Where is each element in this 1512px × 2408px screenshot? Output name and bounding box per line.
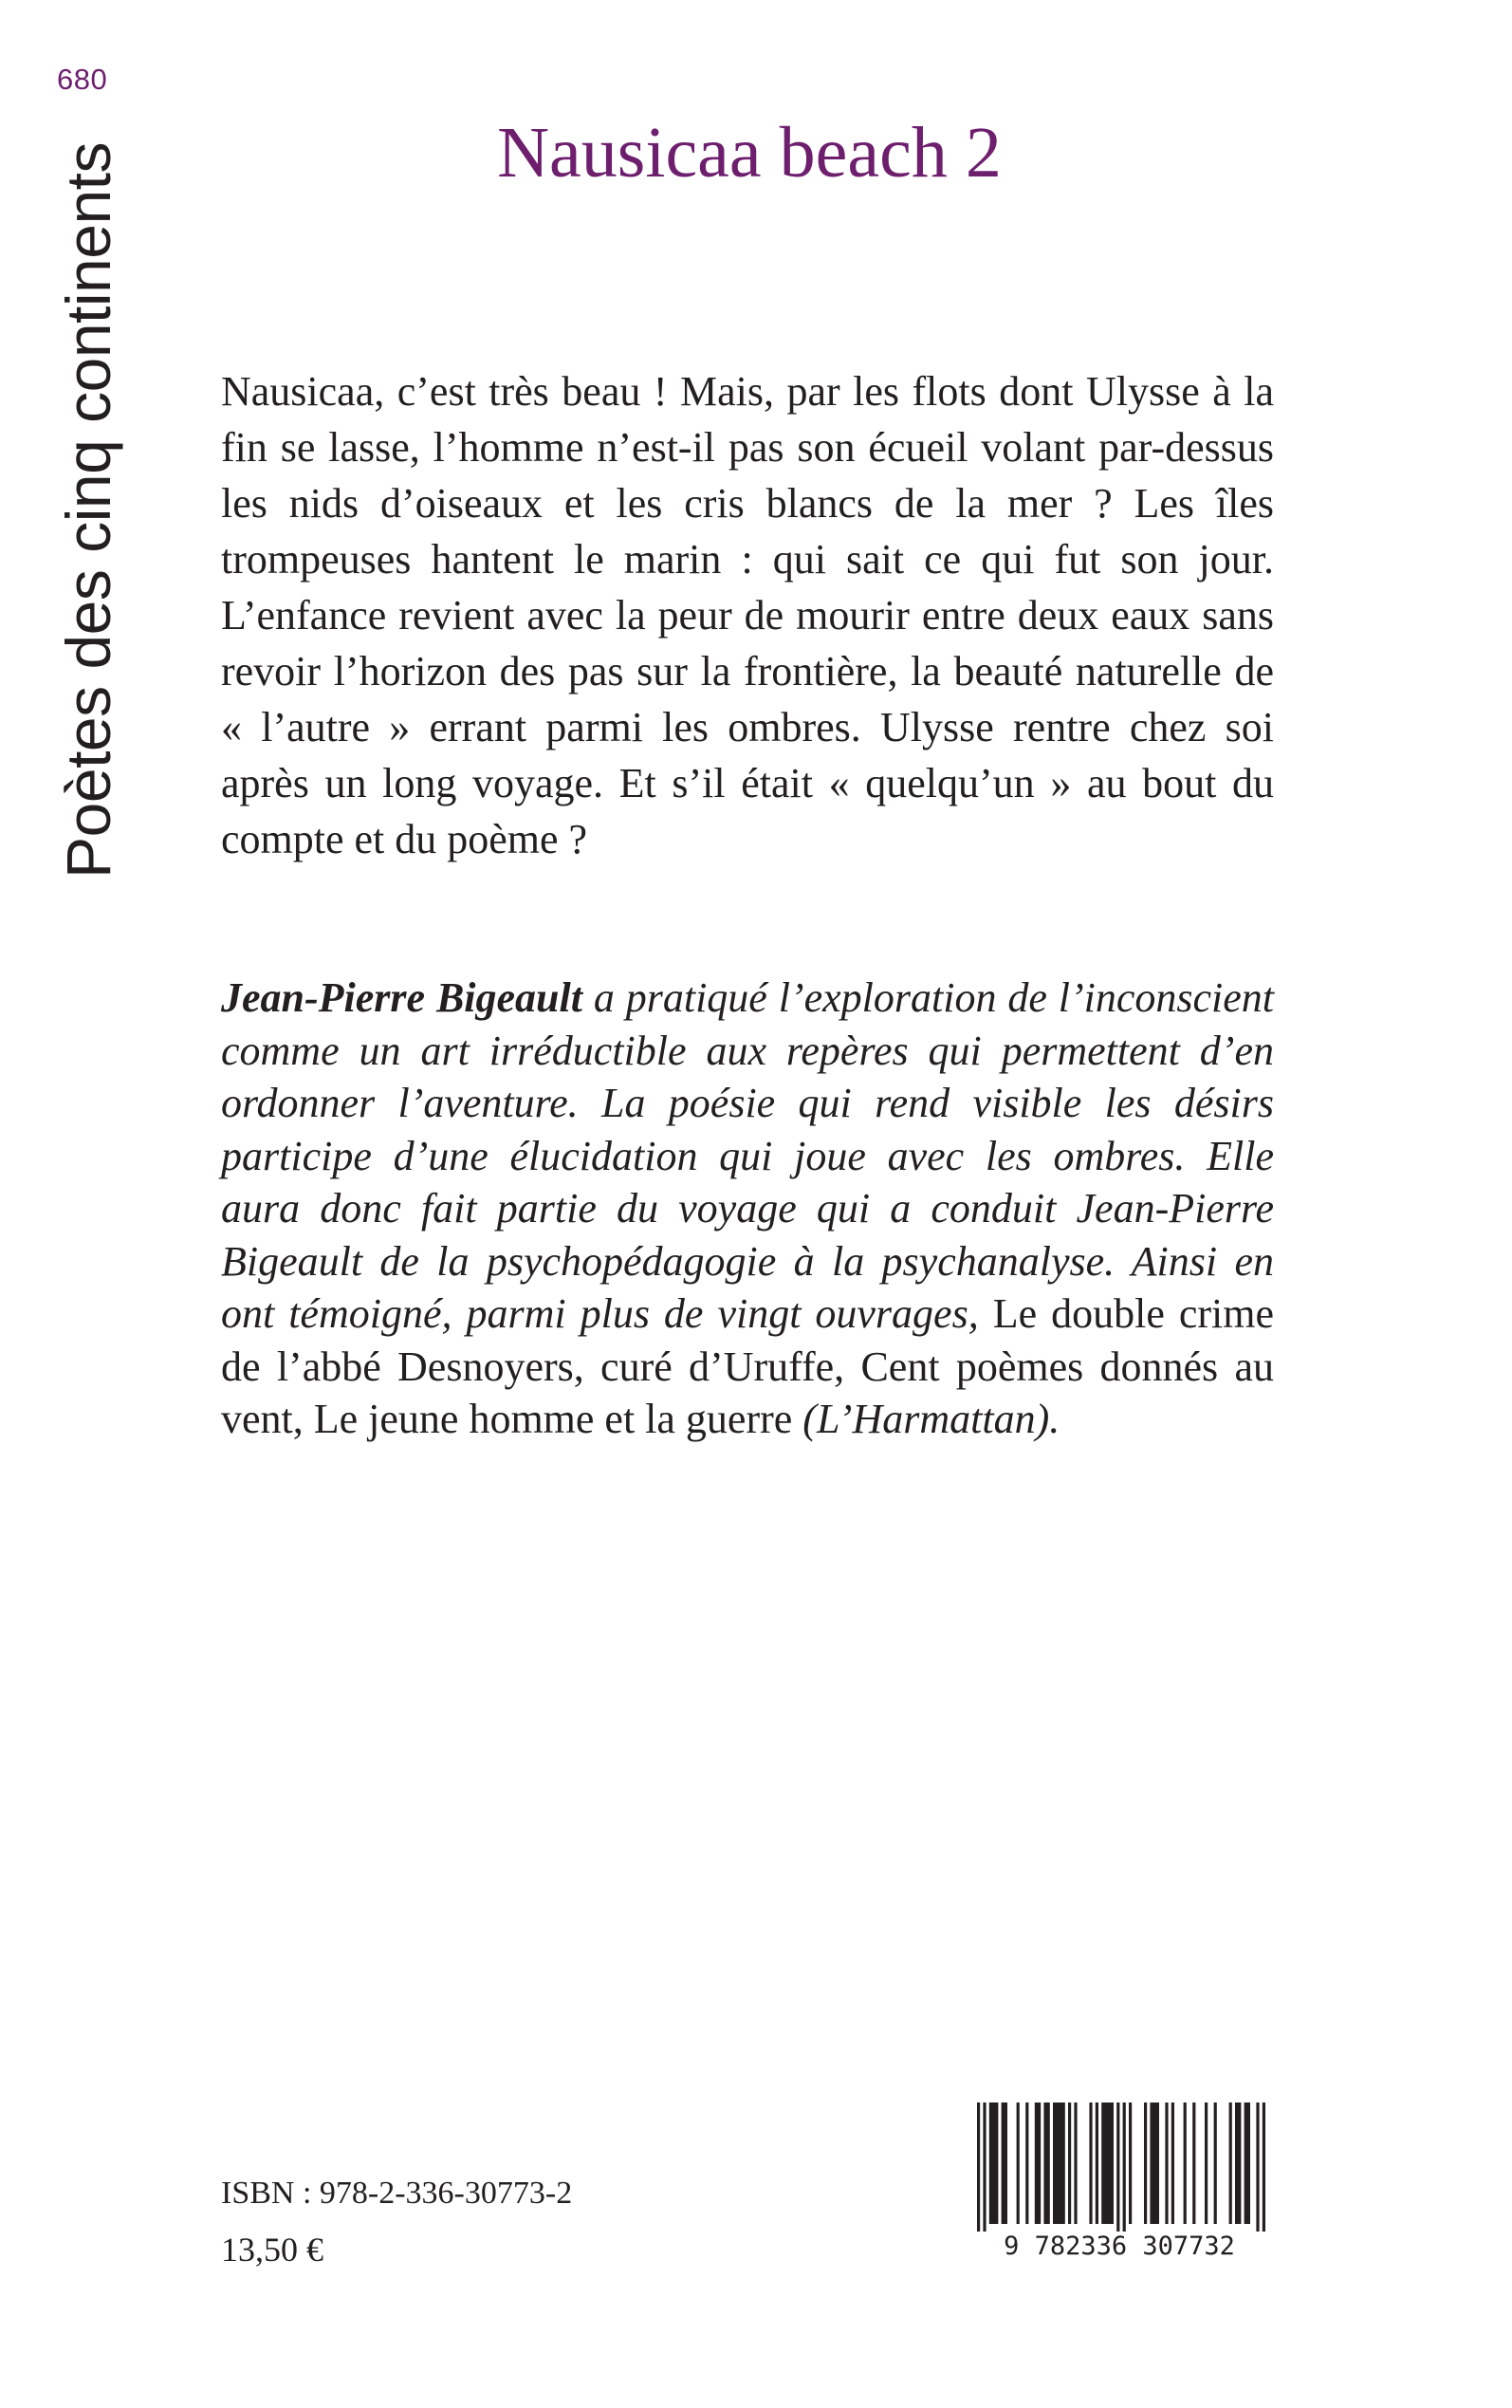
book-title: Nausicaa beach 2: [497, 113, 1002, 193]
barcode-bar: [1165, 2102, 1168, 2224]
barcode-bar: [1229, 2102, 1232, 2224]
barcode-bar: [1235, 2102, 1241, 2224]
barcode-bar: [1205, 2102, 1208, 2224]
barcode-bar: [1053, 2102, 1065, 2224]
barcode-bar: [1035, 2102, 1041, 2224]
author-name: Jean-Pierre Bigeault: [221, 974, 582, 1021]
author-bio: [221, 972, 1274, 1446]
barcode-bar: [1096, 2102, 1098, 2224]
bio-publisher: (L’Harmattan).: [802, 1396, 1060, 1442]
barcode-digits: 9 782336 307732: [1004, 2232, 1235, 2261]
barcode-bar: [1144, 2102, 1147, 2224]
barcode-bar: [1074, 2102, 1077, 2224]
series-name-container: [46, 142, 131, 920]
barcode-bar: [1017, 2102, 1020, 2224]
barcode-bar: [1123, 2102, 1126, 2232]
barcode-bar: [1263, 2102, 1265, 2232]
barcode-bar: [1025, 2102, 1028, 2224]
barcode-bar: [1129, 2102, 1132, 2224]
barcode-bar: [1002, 2102, 1007, 2224]
barcode-bar: [1101, 2102, 1114, 2224]
barcode-bar: [1150, 2102, 1159, 2224]
barcode-bar: [1171, 2102, 1174, 2224]
barcode-bar: [983, 2102, 986, 2232]
barcode: [958, 2101, 1281, 2262]
bio-works: Le double crime de l’abbé Desnoyers, curé d’Uruffe, Cent poèmes donnés au vent, Le jeune homme et la guerre: [221, 1290, 1274, 1442]
series-number: 680: [57, 63, 108, 96]
barcode-bar: [1068, 2102, 1071, 2224]
barcode-bar: [1116, 2102, 1119, 2232]
barcode-bar: [1214, 2102, 1217, 2224]
barcode-bar: [977, 2102, 980, 2232]
series-name: Poètes des cinq continents: [53, 142, 123, 879]
bio-text: a pratiqué l’exploration de l’inconscient comme un art irréductible aux repères qui permettent d’en ordonner l’aventure. La poésie qui rend visible les désirs participe d’une élucidation qui joue avec les ombres. Elle aura donc fait partie du voyage qui a conduit Jean-Pierre Bigeault de la psychopédagogie à la psychanalyse. Ainsi en ont témoigné, parmi plus de vingt ouvrages,: [221, 974, 1274, 1337]
price-label: 13,50 €: [221, 2231, 323, 2269]
barcode-bar: [1089, 2102, 1092, 2224]
barcode-bar: [1192, 2102, 1195, 2224]
barcode-bar: [1043, 2102, 1049, 2224]
barcode-bar: [1245, 2102, 1250, 2224]
barcode-bar: [1256, 2102, 1259, 2232]
book-blurb: Nausicaa, c’est très beau ! Mais, par les flots dont Ulysse à la fin se lasse, l’homme n’est-il pas son écueil volant par-dessus les nids d’oiseaux et les cris blancs de la mer ? Les îles trompeuses hantent le marin : qui sait ce qui fut son jour. L’enfance revient avec la peur de mourir entre deux eaux sans revoir l’horizon des pas sur la frontière, la beauté naturelle de « l’autre » errant parmi les ombres. Ulysse rentre chez soi après un long voyage. Et s’il était « quelqu’un » au bout du compte et du poème ?: [221, 368, 1274, 862]
barcode-bar: [989, 2102, 999, 2224]
barcode-bar: [1184, 2102, 1187, 2224]
isbn-label: ISBN : 978-2-336-30773-2: [221, 2176, 573, 2211]
